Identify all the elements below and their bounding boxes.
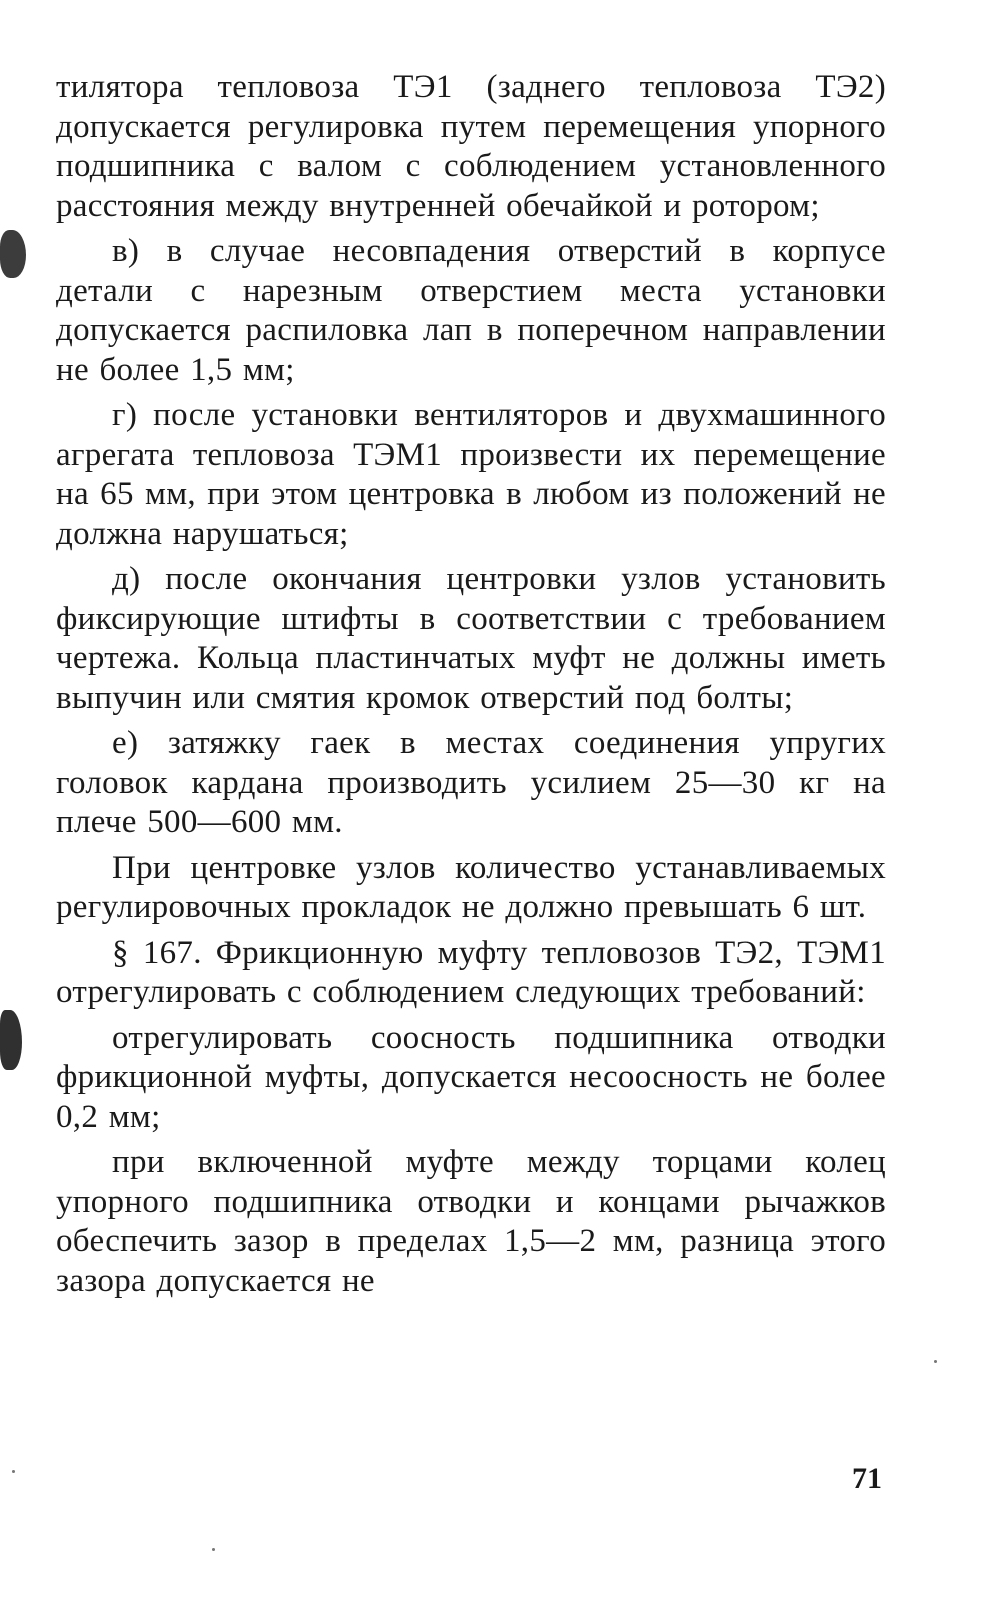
scan-speck — [12, 1470, 15, 1473]
scan-artifact — [0, 1010, 22, 1070]
paragraph-item-e: е) затяжку гаек в местах соединения упругих головок кардана производить усилием 25—30 кг на плече 500—600 мм. — [56, 725, 886, 840]
scan-speck — [934, 1360, 937, 1363]
scan-artifact — [0, 230, 26, 278]
paragraph-item-v: в) в случае несовпадения отверстий в корпусе детали с нарезным отверстием места установки допускается распиловка лап в поперечном направлении не более 1,5 мм; — [56, 233, 886, 388]
document-page — [56, 68, 886, 1568]
paragraph-section-167: § 167. Фрикционную муфту тепловозов ТЭ2, ТЭМ1 отрегулировать с соблюдением следующих требований: — [56, 934, 886, 1010]
paragraph-clearance: при включенной муфте между торцами колец упорного подшипника отводки и концами рычажков обеспечить зазор в пределах 1,5—2 мм, разница этого зазора допускается не — [56, 1144, 886, 1299]
paragraph-shims-note: При центровке узлов количество устанавливаемых регулировочных прокладок не должно превышать 6 шт. — [56, 849, 886, 925]
paragraph-item-d: д) после окончания центровки узлов установить фиксирующие штифты в соответствии с требованием чертежа. Кольца пластинчатых муфт не должны иметь выпучин или смятия кромок отверстий под болты; — [56, 561, 886, 716]
page-number: 71 — [852, 1462, 882, 1495]
paragraph-item-g: г) после установки вентиляторов и двухмашинного агрегата тепловоза ТЭМ1 произвести их перемещение на 65 мм, при этом центровка в любом из положений не должна нарушаться; — [56, 397, 886, 552]
paragraph-bearing-alignment: отрегулировать соосность подшипника отводки фрикционной муфты, допускается несоосность не более 0,2 мм; — [56, 1019, 886, 1135]
paragraph-continuation: тилятора тепловоза ТЭ1 (заднего тепловоза ТЭ2) допускается регулировка путем перемещения упорного подшипника с валом с соблюдением установленного расстояния между внутренней обечайкой и ротором; — [56, 69, 886, 224]
